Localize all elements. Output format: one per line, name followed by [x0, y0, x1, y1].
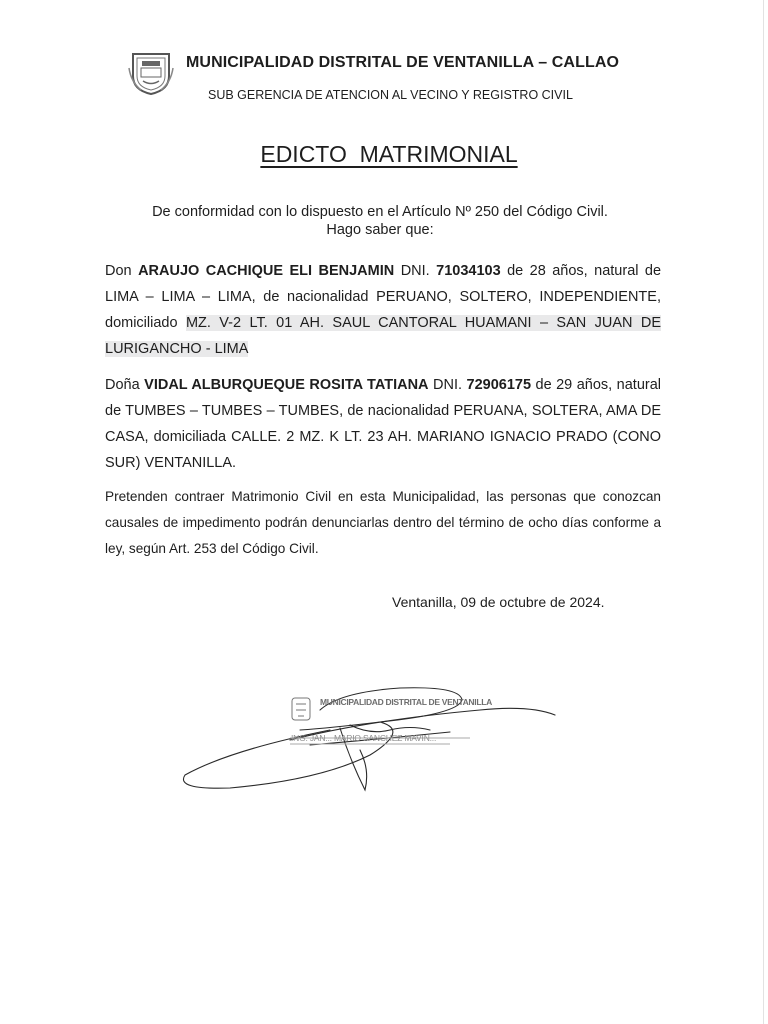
bride-dni-label: DNI.	[433, 377, 463, 393]
intro-block	[110, 203, 650, 239]
intro-line-2: Hago saber que:	[326, 222, 434, 238]
closing-paragraph: Pretenden contraer Matrimonio Civil en esta Municipalidad, las personas que conozcan causales de impedimento podrán denunciarlas dentro del término de ocho días conforme a ley, según Art. 253 del Código Civil.	[105, 489, 661, 556]
bride-name: VIDAL ALBURQUEQUE ROSITA TATIANA	[144, 377, 429, 393]
groom-paragraph	[105, 258, 661, 362]
bride-paragraph	[105, 372, 661, 476]
document-title-wrap	[0, 141, 768, 168]
groom-details: de 28 años, natural de LIMA – LIMA – LIMA, de nacionalidad PERUANO, SOLTERO, INDEPENDIENTE, domiciliado	[105, 263, 662, 331]
groom-name: ARAUJO CACHIQUE ELI BENJAMIN	[138, 263, 395, 279]
municipal-seal-icon	[127, 48, 175, 96]
document-title: EDICTO MATRIMONIAL	[260, 141, 518, 167]
groom-address: MZ. V-2 LT. 01 AH. SAUL CANTORAL HUAMANI – SAN JUAN DE LURIGANCHO - LIMA	[105, 315, 662, 357]
groom-prefix: Don	[105, 263, 132, 279]
groom-dni: 71034103	[436, 263, 501, 279]
intro-line-1: De conformidad con lo dispuesto en el Artículo Nº 250 del Código Civil.	[152, 204, 608, 220]
bride-prefix: Doña	[105, 377, 140, 393]
department-subtitle: SUB GERENCIA DE ATENCION AL VECINO Y REGISTRO CIVIL	[208, 88, 573, 102]
signature-stamp-person: ING. JAN... MARIO SANCHEZ MAVIN...	[291, 733, 437, 743]
bride-dni: 72906175	[466, 377, 532, 393]
document-date: Ventanilla, 09 de octubre de 2024.	[392, 594, 605, 610]
signature-stamp-org: MUNICIPALIDAD DISTRITAL DE VENTANILLA	[320, 697, 492, 707]
groom-dni-label: DNI.	[400, 263, 430, 279]
municipality-title: MUNICIPALIDAD DISTRITAL DE VENTANILLA – CALLAO	[186, 54, 620, 71]
bride-details: de 29 años, natural de TUMBES – TUMBES – TUMBES, de nacionalidad PERUANA, SOLTERA, AMA DE CASA, domiciliada CALLE. 2 MZ. K LT. 23 AH. MARIANO IGNACIO PRADO (CONO SUR) VENTANILLA.	[105, 377, 662, 471]
